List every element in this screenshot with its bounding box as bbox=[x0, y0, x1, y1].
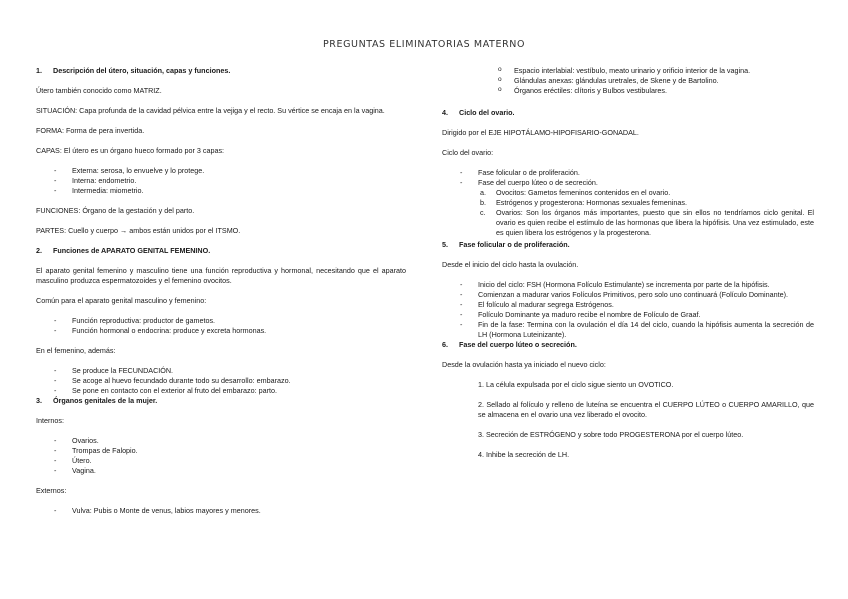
list-item: - Intermedia: miometrio. bbox=[36, 186, 406, 196]
fases-sub-list bbox=[442, 188, 814, 238]
list-item: o Espacio interlabial: vestíbulo, meato urinario y orificio interior de la vagina. bbox=[442, 66, 814, 76]
paragraph-capas: CAPAS: El útero es un órgano hueco formado por 3 capas: bbox=[36, 146, 225, 155]
list-text: Ovarios: Son los órganos más importantes, puesto que sin ellos no tendríamos ciclo genital. El ovario es quien recibe el estímulo de las hormonas que libera la hipófisis. Una vez estimulado, este es quien libera los estrógenos y la progesterona. bbox=[496, 208, 814, 237]
femenino-list bbox=[36, 366, 406, 396]
paragraph-internos: Internos: bbox=[36, 416, 64, 425]
list-item: - Comienzan a madurar varios Folículos Primitivos, pero solo uno continuará (Folículo Dominante). bbox=[442, 290, 814, 300]
list-item: - Función reproductiva: productor de gametos. bbox=[36, 316, 406, 326]
section-number: 1. bbox=[36, 66, 42, 75]
list-item: - Se pone en contacto con el exterior al fruto del embarazo: parto. bbox=[36, 386, 406, 396]
list-item: - Ovarios. bbox=[36, 436, 406, 446]
section-number: 3. bbox=[36, 396, 42, 405]
list-item: - Fin de la fase: Termina con la ovulación el día 14 del ciclo, cuando la hipófisis aumenta la secreción de LH (Hormona Luteinizante). bbox=[442, 320, 814, 340]
capas-list bbox=[36, 166, 406, 196]
list-item: - Inicio del ciclo: FSH (Hormona Folículo Estimulante) se incrementa por parte de la hipófisis. bbox=[442, 280, 814, 290]
list-text: Estrógenos y progesterona: Hormonas sexuales femeninas. bbox=[496, 198, 687, 207]
section-heading-1 bbox=[36, 66, 406, 76]
list-item: - Externa: serosa, lo envuelve y lo protege. bbox=[36, 166, 406, 176]
list-item bbox=[442, 188, 814, 198]
section-title: Fase folicular o de proliferación. bbox=[459, 240, 570, 249]
paragraph-forma: FORMA: Forma de pera invertida. bbox=[36, 126, 145, 135]
section-heading-5 bbox=[442, 240, 814, 250]
section-heading-6 bbox=[442, 340, 814, 350]
section-number: 4. bbox=[442, 108, 448, 117]
comun-list bbox=[36, 316, 406, 336]
externos-list bbox=[36, 506, 406, 516]
list-item: - Fase del cuerpo lúteo o de secreción. bbox=[442, 178, 814, 188]
paragraph-desde-ovulacion: Desde la ovulación hasta ya iniciado el nuevo ciclo: bbox=[442, 360, 606, 369]
externos-sub-list bbox=[442, 66, 814, 96]
internos-list bbox=[36, 436, 406, 476]
paragraph-dirigido: Dirigido por el EJE HIPOTÁLAMO-HIPOFISARIO-GONADAL. bbox=[442, 128, 639, 137]
list-item: - El folículo al madurar segrega Estrógenos. bbox=[442, 300, 814, 310]
list-item: - Vulva: Pubis o Monte de venus, labios mayores y menores. bbox=[36, 506, 406, 516]
paragraph-partes: PARTES: Cuello y cuerpo → ambos están unidos por el ITSMO. bbox=[36, 226, 241, 235]
list-item: - Se acoge al huevo fecundado durante todo su desarrollo: embarazo. bbox=[36, 376, 406, 386]
left-column bbox=[36, 66, 406, 526]
list-item: - Función hormonal o endocrina: produce y excreta hormonas. bbox=[36, 326, 406, 336]
section-number: 2. bbox=[36, 246, 42, 255]
list-letter: a. bbox=[480, 188, 486, 197]
section-title: Órganos genitales de la mujer. bbox=[53, 396, 158, 405]
section-heading-2 bbox=[36, 246, 406, 256]
section-title: Descripción del útero, situación, capas y funciones. bbox=[53, 66, 231, 75]
section-number: 6. bbox=[442, 340, 448, 349]
list-item: - Folículo Dominante ya maduro recibe el nombre de Folículo de Graaf. bbox=[442, 310, 814, 320]
section-heading-4 bbox=[442, 108, 814, 118]
step-item: 1. La célula expulsada por el ciclo sigue siento un OVOTICO. bbox=[478, 380, 674, 389]
section-title: Funciones de APARATO GENITAL FEMENINO. bbox=[53, 246, 211, 255]
list-item bbox=[442, 198, 814, 208]
paragraph-ciclo: Ciclo del ovario: bbox=[442, 148, 494, 157]
paragraph-matriz: Útero también conocido como MATRIZ. bbox=[36, 86, 162, 95]
list-item: - Fase folicular o de proliferación. bbox=[442, 168, 814, 178]
paragraph-externos: Externos: bbox=[36, 486, 67, 495]
list-letter: c. bbox=[480, 208, 486, 217]
step-item: 4. Inhibe la secreción de LH. bbox=[478, 450, 570, 459]
paragraph-situacion: SITUACIÓN: Capa profunda de la cavidad pélvica entre la vejiga y el recto. Su vértice se encaja en la vagina. bbox=[36, 106, 385, 115]
list-item bbox=[442, 208, 814, 238]
paragraph-aparato: El aparato genital femenino y masculino tiene una función reproductiva y hormonal, necesitando que el aparato masculino produzca espermatozoides y el femenino ovocitos. bbox=[36, 266, 406, 285]
fases-list bbox=[442, 168, 814, 188]
paragraph-femenino: En el femenino, además: bbox=[36, 346, 116, 355]
section-title: Ciclo del ovario. bbox=[459, 108, 515, 117]
step-item: 3. Secreción de ESTRÓGENO y sobre todo PROGESTERONA por el cuerpo lúteo. bbox=[478, 430, 744, 439]
document-title: PREGUNTAS ELIMINATORIAS MATERNO bbox=[322, 39, 526, 50]
section-title: Fase del cuerpo lúteo o secreción. bbox=[459, 340, 577, 349]
list-text: Ovocitos: Gametos femeninos contenidos en el ovario. bbox=[496, 188, 671, 197]
list-item: - Interna: endometrio. bbox=[36, 176, 406, 186]
paragraph-comun: Común para el aparato genital masculino y femenino: bbox=[36, 296, 207, 305]
step-item: 2. Sellado al folículo y relleno de luteína se encuentra el CUERPO LÚTEO o CUERPO AMARILLO, que se almacena en el ovario una vez liberado el ovocito. bbox=[478, 400, 814, 419]
folicular-list bbox=[442, 280, 814, 340]
section-heading-3 bbox=[36, 396, 406, 406]
paragraph-desde-inicio: Desde el inicio del ciclo hasta la ovulación. bbox=[442, 260, 579, 269]
list-item: - Trompas de Falopio. bbox=[36, 446, 406, 456]
list-item: - Vagina. bbox=[36, 466, 406, 476]
list-item: - Se produce la FECUNDACIÓN. bbox=[36, 366, 406, 376]
list-item: - Útero. bbox=[36, 456, 406, 466]
paragraph-funciones: FUNCIONES: Órgano de la gestación y del parto. bbox=[36, 206, 195, 215]
list-item: o Órganos eréctiles: clítoris y Bulbos vestibulares. bbox=[442, 86, 814, 96]
list-letter: b. bbox=[480, 198, 486, 207]
section-number: 5. bbox=[442, 240, 448, 249]
list-item: o Glándulas anexas: glándulas uretrales, de Skene y de Bartolino. bbox=[442, 76, 814, 86]
right-column bbox=[442, 66, 814, 470]
